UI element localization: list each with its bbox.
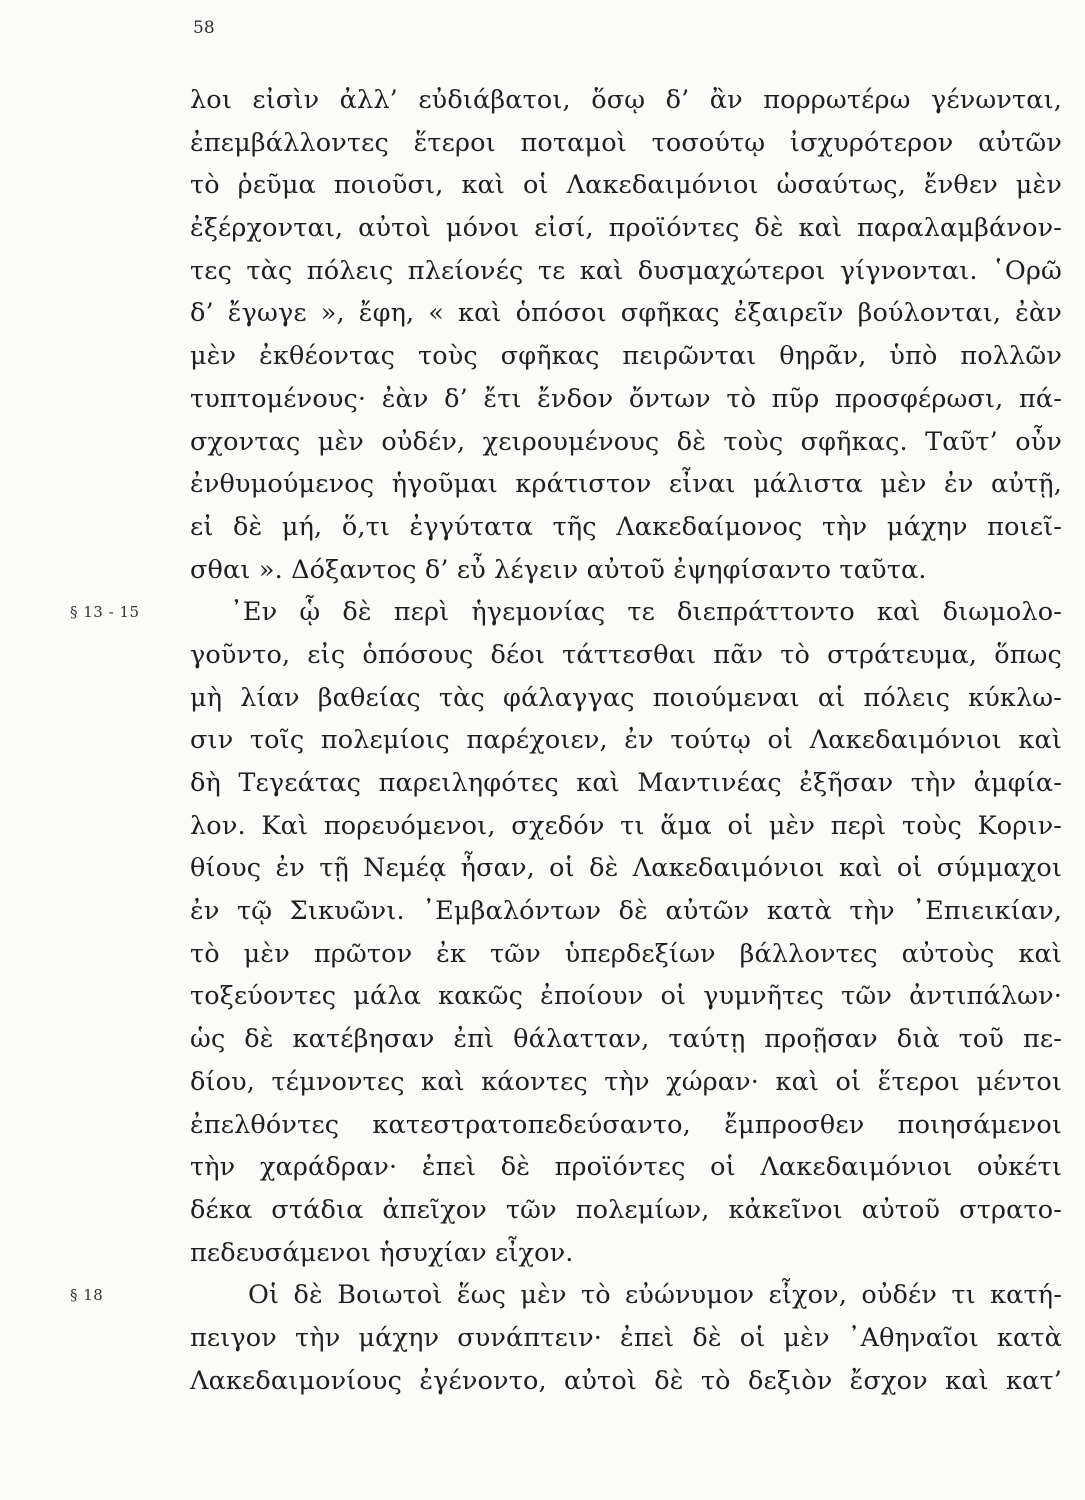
- text-line: [190, 1360, 1062, 1403]
- text-line: [190, 164, 1062, 207]
- line-text: ἐν τῷ Σικυῶνι. ᾿Εμβαλόντων δὲ αὐτῶν κατὰ τὴν ᾿Επιεικίαν,: [190, 896, 1062, 927]
- text-line: [190, 677, 1062, 720]
- line-text: τὸ ῥεῦμα ποιοῦσι, καὶ οἱ Λακεδαιμόνιοι ὡσαύτως, ἔνθεν μὲν: [190, 170, 1062, 201]
- line-text: σθαι ». Δόξαντος δ’ εὖ λέγειν αὐτοῦ ἐψηφίσαντο ταῦτα.: [190, 554, 927, 585]
- line-text: δέκα στάδια ἀπεῖχον τῶν πολεμίων, κἀκεῖνοι αὐτοῦ στρατο-: [190, 1194, 1062, 1225]
- line-text: μὲν ἐκθέοντας τοὺς σφῆκας πειρῶνται θηρᾶν, ὑπὸ πολλῶν: [190, 341, 1062, 372]
- line-text: πεδευσάμενοι ἡσυχίαν εἶχον.: [190, 1237, 574, 1268]
- text-line: [190, 421, 1062, 464]
- line-text: ᾿Εν ᾧ δὲ περὶ ἡγεμονίας τε διεπράττοντο καὶ διωμολο-: [230, 597, 1062, 628]
- line-text: δ’ ἔγωγε », ἔφη, « καὶ ὁπόσοι σφῆκας ἐξαιρεῖν βούλονται, ἐὰν: [190, 298, 1062, 329]
- line-text: δὴ Τεγεάτας παρειληφότες καὶ Μαντινέας ἐξῆσαν τὴν ἀμφία-: [190, 768, 1062, 798]
- text-line: [190, 1317, 1062, 1360]
- line-text: ἐπεμβάλλοντες ἕτεροι ποταμοὶ τοσούτῳ ἰσχυρότερον αὐτῶν: [190, 127, 1062, 158]
- page-number: 58: [193, 18, 215, 38]
- text-line: [190, 847, 1062, 890]
- line-text: σχοντας μὲν οὐδέν, χειρουμένους δὲ τοὺς σφῆκας. Ταῦτ’ οὖν: [190, 426, 1062, 457]
- text-line: [190, 805, 1062, 848]
- text-line: [190, 463, 1062, 506]
- text-line: [190, 506, 1062, 549]
- text-line: [190, 890, 1062, 933]
- text-line: [190, 378, 1062, 421]
- text-line: [190, 207, 1062, 250]
- text-line: [190, 634, 1062, 677]
- line-text: Λακεδαιμονίους ἐγένοντο, αὐτοὶ δὲ τὸ δεξιὸν ἔσχον καὶ κατ’: [190, 1365, 1062, 1396]
- line-text: δίου, τέμνοντες καὶ κάοντες τὴν χώραν· καὶ οἱ ἕτεροι μέντοι: [190, 1066, 1062, 1097]
- text-line: [190, 79, 1062, 122]
- text-line: [190, 292, 1062, 335]
- line-text: ὡς δὲ κατέβησαν ἐπὶ θάλατταν, ταύτῃ προῇσαν διὰ τοῦ πε-: [190, 1024, 1062, 1055]
- text-line: [190, 1232, 1062, 1275]
- text-line: [190, 1061, 1062, 1104]
- line-text: τὸ μὲν πρῶτον ἐκ τῶν ὑπερδεξίων βάλλοντες αὐτοὺς καὶ: [190, 938, 1062, 969]
- text-line: [190, 1018, 1062, 1061]
- line-text: γοῦντο, εἰς ὁπόσους δέοι τάττεσθαι πᾶν τὸ στράτευμα, ὅπως: [190, 639, 1062, 670]
- text-line: [190, 975, 1062, 1018]
- line-text: εἰ δὲ μή, ὅ,τι ἐγγύτατα τῆς Λακεδαίμονος τὴν μάχην ποιεῖ-: [190, 511, 1062, 542]
- line-text: ἐνθυμούμενος ἡγοῦμαι κράτιστον εἶναι μάλιστα μὲν ἐν αὐτῇ,: [190, 469, 1062, 500]
- text-line: [190, 1104, 1062, 1147]
- text-line: [190, 1146, 1062, 1189]
- text-line: [190, 1189, 1062, 1232]
- margin-section-note: § 18: [70, 1286, 104, 1305]
- text-line: [190, 122, 1062, 165]
- text-line: [190, 933, 1062, 976]
- line-text: μὴ λίαν βαθείας τὰς φάλαγγας ποιούμεναι αἱ πόλεις κύκλω-: [190, 682, 1062, 713]
- line-text: τὴν χαράδραν· ἐπεὶ δὲ προϊόντες οἱ Λακεδαιμόνιοι οὐκέτι: [190, 1152, 1062, 1183]
- text-line: [190, 719, 1062, 762]
- margin-section-note: § 13 - 15: [70, 603, 140, 622]
- text-body: [70, 79, 1062, 1402]
- line-text: θίους ἐν τῇ Νεμέᾳ ἦσαν, οἱ δὲ Λακεδαιμόνιοι καὶ οἱ σύμμαχοι: [190, 853, 1062, 884]
- text-line: [190, 762, 1062, 805]
- text-line: [190, 549, 1062, 592]
- line-text: σιν τοῖς πολεμίοις παρέχοιεν, ἐν τούτῳ οἱ Λακεδαιμόνιοι καὶ: [190, 725, 1062, 756]
- text-line: [70, 591, 1062, 634]
- line-text: λον. Καὶ πορευόμενοι, σχεδόν τι ἅμα οἱ μὲν περὶ τοὺς Κοριν-: [190, 810, 1062, 841]
- line-text: ἐξέρχονται, αὐτοὶ μόνοι εἰσί, προϊόντες δὲ καὶ παραλαμβάνον-: [190, 213, 1062, 244]
- text-line: [190, 250, 1062, 293]
- line-text: λοι εἰσὶν ἀλλ’ εὐδιάβατοι, ὅσῳ δ’ ἂν πορρωτέρω γένωνται,: [190, 85, 1062, 115]
- text-line: [190, 335, 1062, 378]
- line-text: ἐπελθόντες κατεστρατοπεδεύσαντο, ἔμπροσθεν ποιησάμενοι: [190, 1109, 1062, 1140]
- line-text: πειγον τὴν μάχην συνάπτειν· ἐπεὶ δὲ οἱ μὲν ᾿Αθηναῖοι κατὰ: [190, 1322, 1062, 1353]
- line-text: τες τὰς πόλεις πλείονές τε καὶ δυσμαχώτεροι γίγνονται. ῾Ορῶ: [190, 255, 1062, 286]
- line-text: Οἱ δὲ Βοιωτοὶ ἕως μὲν τὸ εὐώνυμον εἶχον, οὐδέν τι κατή-: [248, 1280, 1062, 1311]
- line-text: τοξεύοντες μάλα κακῶς ἐποίουν οἱ γυμνῆτες τῶν ἀντιπάλων·: [190, 981, 1062, 1012]
- line-text: τυπτομένους· ἐὰν δ’ ἔτι ἔνδον ὄντων τὸ πῦρ προσφέρωσι, πά-: [190, 383, 1062, 414]
- text-line: [70, 1274, 1062, 1317]
